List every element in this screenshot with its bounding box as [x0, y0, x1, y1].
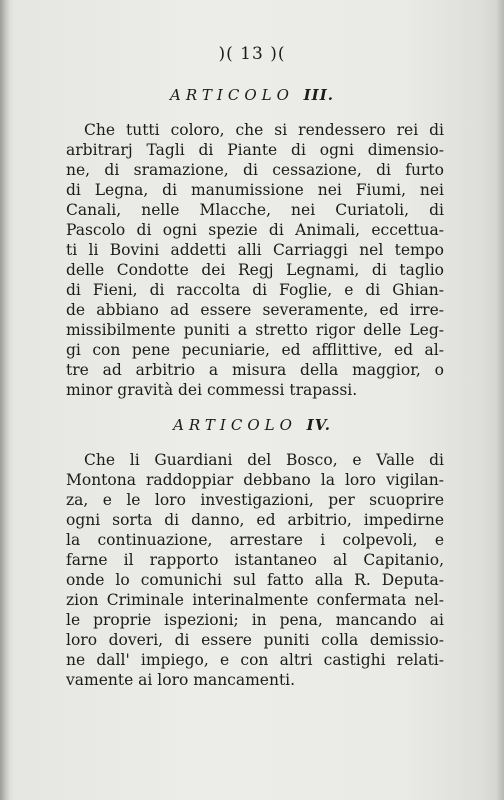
article-4-line: onde lo comunichi sul fatto alla R. Deputa-: [66, 571, 444, 589]
article-4-line: la continuazione, arrestare i colpevoli, e: [66, 531, 444, 549]
article-3-line: di Fieni, di raccolta di Foglie, e di Ghian-: [66, 281, 444, 299]
article-3-line: ti li Bovini addetti alli Carriaggi nel tempo: [66, 241, 444, 259]
article-4-line: ne dall' impiego, e con altri castighi relati-: [66, 651, 444, 669]
article-4-line: ogni sorta di danno, ed arbitrio, impedirne: [66, 511, 444, 529]
article-4-heading-number: IV.: [306, 416, 331, 434]
page-number: )( 13 )(: [218, 44, 286, 64]
article-3-heading: [0, 86, 504, 104]
article-3-line: arbitrarj Tagli di Piante di ogni dimensio-: [66, 141, 444, 159]
article-4-line: farne il rapporto istantaneo al Capitanio,: [66, 551, 444, 569]
article-3-line: missibilmente puniti a stretto rigor delle Leg-: [66, 321, 444, 339]
article-4-line: Che li Guardiani del Bosco, e Valle di: [84, 451, 444, 469]
article-4-line: vamente ai loro mancamenti.: [66, 671, 296, 689]
article-3-line: de abbiano ad essere severamente, ed irre-: [66, 301, 444, 319]
article-3-line: di Legna, di manumissione nei Fiumi, nei: [66, 181, 444, 199]
article-4-line: za, e le loro investigazioni, per scuoprire: [66, 491, 444, 509]
article-4-line: zion Criminale interinalmente confermata nel-: [66, 591, 444, 609]
article-4-line: Montona raddoppiar debbano la loro vigilan-: [66, 471, 444, 489]
page-left-edge-shadow: [0, 0, 10, 800]
article-4-line: le proprie ispezioni; in pena, mancando ai: [66, 611, 444, 629]
article-3-line: Pascolo di ogni spezie di Animali, eccettua-: [66, 221, 444, 239]
article-4-heading: [0, 416, 504, 434]
article-3-line: gi con pene pecuniarie, ed afflittive, ed al-: [66, 341, 444, 359]
page-right-edge-shadow: [496, 0, 504, 800]
article-3-line: tre ad arbitrio a misura della maggior, o: [66, 361, 444, 379]
article-4-heading-word: ARTICOLO: [173, 416, 297, 434]
article-4-line: loro doveri, di essere puniti colla demissio-: [66, 631, 444, 649]
article-3-heading-word: ARTICOLO: [170, 86, 294, 104]
article-3-line: Canali, nelle Mlacche, nei Curiatoli, di: [66, 201, 444, 219]
article-3-heading-number: III.: [303, 86, 334, 104]
article-3-line: minor gravità dei commessi trapassi.: [66, 381, 358, 399]
article-3-line: delle Condotte dei Regj Legnami, di taglio: [66, 261, 444, 279]
article-3-line: Che tutti coloro, che si rendessero rei di: [84, 121, 444, 139]
article-3-line: ne, di sramazione, di cessazione, di furto: [66, 161, 444, 179]
